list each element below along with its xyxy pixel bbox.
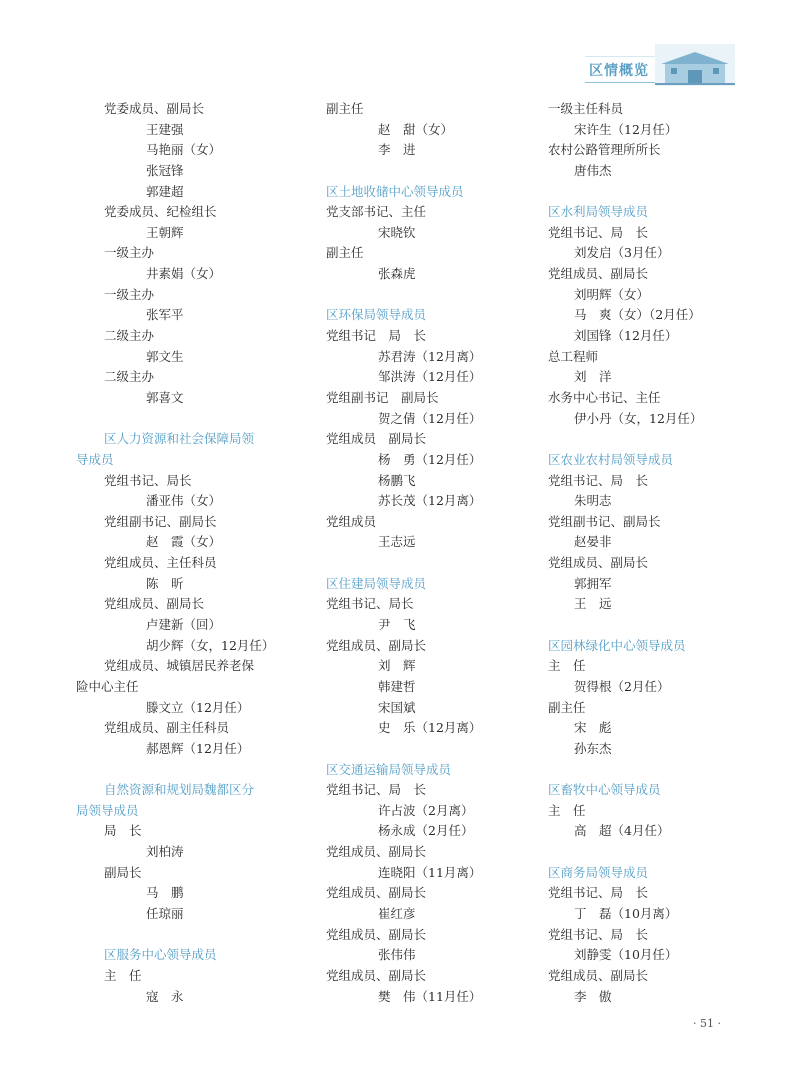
section-header-title: 区情概览 (589, 63, 649, 79)
person-name: 张森虎 (378, 266, 416, 282)
spacer (548, 182, 763, 203)
person-name: 史 乐（12月离） (378, 720, 482, 736)
person-name: 刘明辉（女） (574, 286, 650, 302)
position-title: 党组成员、副局长 (548, 967, 649, 983)
person-name: 刘 辉 (378, 658, 416, 674)
person-name: 杨永成（2月任） (378, 823, 474, 839)
person-name: 孙东杰 (574, 740, 612, 756)
section-heading: 区农业农村局领导成员 (548, 451, 674, 467)
person-name: 郝恩辉（12月任） (146, 740, 250, 756)
person-name: 高 超（4月任） (574, 823, 670, 839)
person-name: 尹 飞 (378, 617, 416, 633)
position-title: 主 任 (548, 802, 586, 818)
person-name: 胡少辉（女，12月任） (146, 637, 275, 653)
position-title: 农村公路管理所所长 (548, 142, 661, 158)
position-title: 党组书记、局 长 (548, 926, 649, 942)
position-title: 一级主办 (104, 286, 155, 302)
section-heading: 区服务中心领导成员 (104, 947, 217, 963)
section-heading: 区住建局领导成员 (326, 575, 427, 591)
position-title: 党组成员、副局长 (326, 637, 427, 653)
person-name: 崔红彦 (378, 905, 416, 921)
person-name: 马 爽（女）（2月任） (574, 307, 701, 323)
position-title: 党组成员、主任科员 (104, 555, 217, 571)
position-title: 党组成员、副局长 (326, 967, 427, 983)
column-1 (76, 99, 291, 1007)
section-heading: 导成员 (76, 451, 114, 467)
person-name: 刘柏涛 (146, 844, 184, 860)
position-title: 副局长 (104, 864, 142, 880)
person-name: 刘静雯（10月任） (574, 947, 678, 963)
position-title: 一级主任科员 (548, 101, 624, 116)
position-title: 党组副书记 副局长 (326, 389, 439, 405)
position-title: 党组书记、局 长 (548, 885, 649, 901)
person-name: 唐伟杰 (574, 162, 612, 178)
person-name: 刘发启（3月任） (574, 245, 670, 261)
spacer (76, 409, 291, 430)
person-name: 郭文生 (146, 348, 184, 364)
person-name: 贺得根（2月任） (574, 678, 670, 694)
page-number: · 51 · (693, 1017, 721, 1030)
position-title: 二级主办 (104, 369, 155, 385)
person-name: 宋国斌 (378, 699, 416, 715)
position-title: 党组成员、副局长 (326, 926, 427, 942)
person-name: 郭建超 (146, 183, 184, 199)
person-name: 刘 洋 (574, 369, 612, 385)
position-title: 党组书记、局 长 (548, 472, 649, 488)
person-name: 王 远 (574, 596, 612, 612)
position-title: 党组成员、副局长 (548, 555, 649, 571)
spacer (326, 739, 541, 760)
person-name: 张军平 (146, 307, 184, 323)
spacer (326, 553, 541, 574)
person-name: 潘亚伟（女） (146, 493, 222, 509)
position-title: 党委成员、副局长 (104, 101, 205, 116)
person-name: 李 傲 (574, 988, 612, 1004)
person-name: 马艳丽（女） (146, 142, 222, 158)
person-name: 连晓阳（11月离） (378, 864, 482, 880)
person-name: 樊 伟（11月任） (378, 988, 482, 1004)
position-title: 主 任 (104, 967, 142, 983)
section-heading: 区土地收储中心领导成员 (326, 183, 464, 199)
position-title: 局 长 (104, 823, 142, 839)
section-heading: 区商务局领导成员 (548, 864, 649, 880)
position-title: 党组书记、局 长 (548, 224, 649, 240)
spacer (548, 615, 763, 636)
person-name: 任琼丽 (146, 905, 184, 921)
person-name: 苏君涛（12月离） (378, 348, 482, 364)
person-name: 许占波（2月离） (378, 802, 474, 818)
person-name: 井素娟（女） (146, 266, 222, 282)
person-name: 丁 磊（10月离） (574, 905, 678, 921)
spacer (76, 760, 291, 781)
spacer (548, 429, 763, 450)
person-name: 赵晏非 (574, 534, 612, 550)
position-title: 党组成员、副主任科员 (104, 720, 230, 736)
position-title: 主 任 (548, 658, 586, 674)
section-heading: 区畜牧中心领导成员 (548, 782, 661, 798)
position-title: 党组副书记、副局长 (104, 513, 217, 529)
position-title: 党组成员、副局长 (548, 266, 649, 282)
spacer (548, 760, 763, 781)
section-heading: 区水利局领导成员 (548, 204, 649, 220)
person-name: 朱明志 (574, 493, 612, 509)
person-name: 王志远 (378, 534, 416, 550)
person-name: 李 进 (378, 142, 416, 158)
person-name: 杨 勇（12月任） (378, 451, 482, 467)
person-name: 宋许生（12月任） (574, 121, 678, 137)
section-heading: 自然资源和规划局魏都区分 (104, 782, 255, 798)
position-title: 党组书记、局长 (104, 472, 192, 488)
person-name: 韩建哲 (378, 678, 416, 694)
person-name: 张冠锋 (146, 162, 184, 178)
position-title: 水务中心书记、主任 (548, 389, 661, 405)
spacer (326, 161, 541, 182)
position-title: 党组副书记、副局长 (548, 513, 661, 529)
person-name: 郭拥军 (574, 575, 612, 591)
spacer (326, 285, 541, 306)
position-title: 二级主办 (104, 328, 155, 344)
section-heading: 区人力资源和社会保障局领 (104, 431, 255, 447)
person-name: 邹洪涛（12月任） (378, 369, 482, 385)
person-name: 刘国锋（12月任） (574, 328, 678, 344)
section-heading: 区园林绿化中心领导成员 (548, 637, 686, 653)
city-gate-illustration (655, 44, 735, 86)
person-name: 陈 昕 (146, 575, 184, 591)
person-name: 卢建新（回） (146, 617, 222, 633)
position-title: 党组成员 副局长 (326, 431, 427, 447)
position-title: 党组成员、城镇居民养老保 (104, 658, 255, 674)
position-title: 党委成员、纪检组长 (104, 204, 217, 220)
position-title: 党组成员、副局长 (104, 596, 205, 612)
person-name: 王建强 (146, 121, 184, 137)
column-3 (548, 99, 763, 1007)
person-name: 伊小丹（女，12月任） (574, 410, 703, 426)
section-heading: 区环保局领导成员 (326, 307, 427, 323)
position-title: 党组书记、局长 (326, 596, 414, 612)
person-name: 杨鹏飞 (378, 472, 416, 488)
person-name: 苏长茂（12月离） (378, 493, 482, 509)
person-name: 贺之倩（12月任） (378, 410, 482, 426)
person-name: 宋 彪 (574, 720, 612, 736)
position-title: 党组书记 局 长 (326, 328, 427, 344)
position-title: 总工程师 (548, 348, 599, 364)
header-rule-top (585, 56, 663, 57)
position-title: 党支部书记、主任 (326, 204, 427, 220)
position-title: 党组成员 (326, 513, 377, 529)
person-name: 王朝辉 (146, 224, 184, 240)
person-name: 寇 永 (146, 988, 184, 1004)
spacer (76, 925, 291, 946)
person-name: 赵 甜（女） (378, 121, 454, 137)
person-name: 马 鹏 (146, 885, 184, 901)
position-title: 党组书记、局 长 (326, 782, 427, 798)
position-title: 险中心主任 (76, 678, 139, 694)
person-name: 赵 霞（女） (146, 534, 222, 550)
column-2 (326, 99, 541, 1007)
section-heading: 区交通运输局领导成员 (326, 761, 452, 777)
position-title: 副主任 (326, 245, 364, 261)
header-rule (585, 82, 663, 83)
position-title: 党组成员、副局长 (326, 885, 427, 901)
section-heading: 局领导成员 (76, 802, 139, 818)
position-title: 党组成员、副局长 (326, 844, 427, 860)
position-title: 一级主办 (104, 245, 155, 261)
person-name: 宋晓钦 (378, 224, 416, 240)
position-title: 副主任 (326, 101, 364, 116)
person-name: 郭喜文 (146, 389, 184, 405)
position-title: 副主任 (548, 699, 586, 715)
person-name: 张伟伟 (378, 947, 416, 963)
spacer (548, 842, 763, 863)
person-name: 滕文立（12月任） (146, 699, 250, 715)
